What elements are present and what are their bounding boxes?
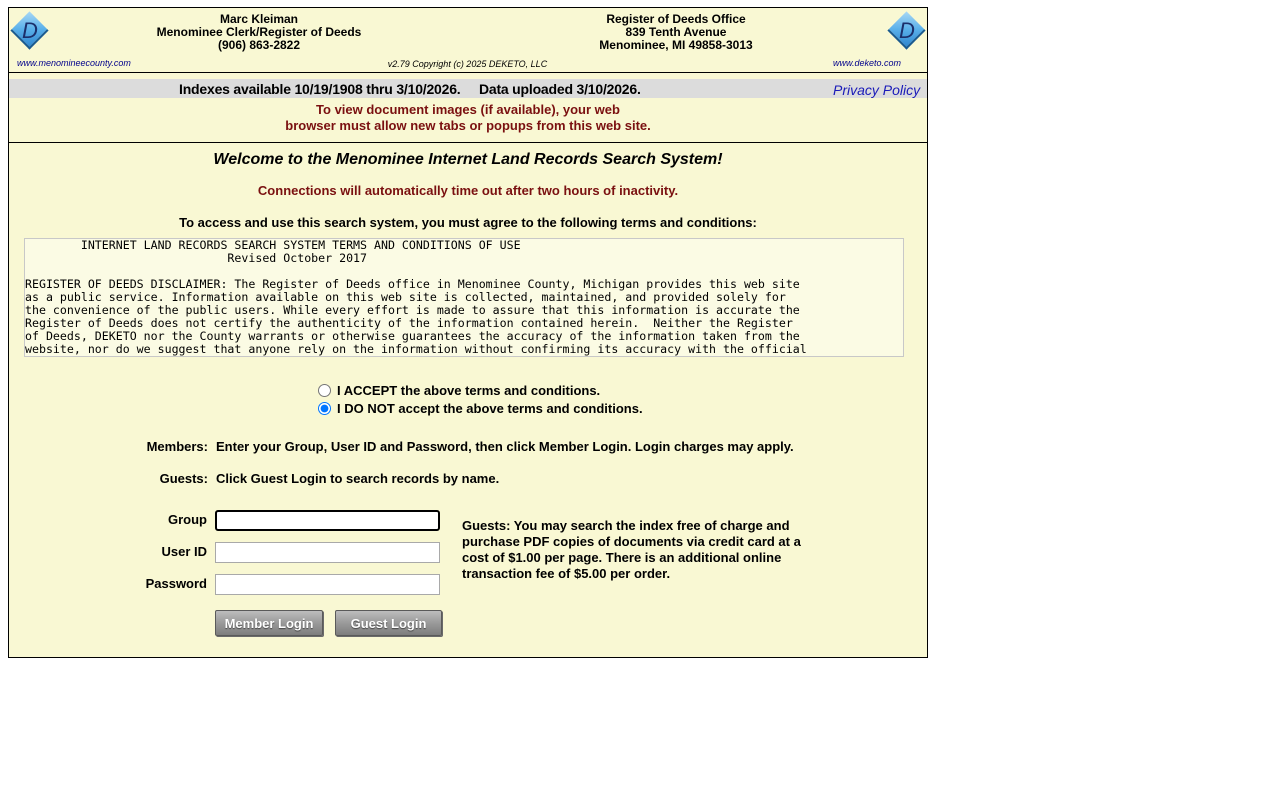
members-label: Members:	[146, 439, 208, 454]
members-instructions: Enter your Group, User ID and Password, then click Member Login. Login charges may apply.	[216, 439, 794, 454]
office-city: Menominee, MI 49858-3013	[599, 38, 753, 52]
indexes-available-text: Indexes available 10/19/1908 thru 3/10/2026. Data uploaded 3/10/2026.	[179, 81, 641, 97]
password-label: Password	[145, 576, 207, 591]
page-frame	[8, 7, 928, 658]
terms-intro: To access and use this search system, you must agree to the following terms and conditions:	[179, 215, 757, 230]
clerk-name: Marc Kleiman	[219, 12, 299, 26]
deketo-logo-right	[887, 11, 927, 51]
clerk-info	[149, 13, 369, 52]
welcome-heading: Welcome to the Menominee Internet Land Records Search System!	[213, 151, 723, 168]
guests-instructions: Click Guest Login to search records by name.	[216, 471, 500, 486]
member-login-button[interactable]: Member Login	[215, 610, 323, 636]
user-id-label: User ID	[161, 544, 207, 559]
status-bar	[9, 79, 927, 98]
timeout-notice: Connections will automatically time out after two hours of inactivity.	[257, 183, 679, 198]
logo-letter: D	[22, 18, 38, 43]
clerk-title: Menominee Clerk/Register of Deeds	[156, 25, 362, 39]
guest-pricing-note: Guests: You may search the index free of charge and purchase PDF copies of documents via credit card at a cost of $1.00 per page. There is an additional online transaction fee of $5.00 per order.	[462, 518, 801, 581]
user-id-input[interactable]	[215, 542, 440, 563]
deketo-logo-left	[10, 11, 50, 51]
divider	[9, 142, 927, 143]
popup-notice	[9, 102, 927, 134]
decline-terms-option[interactable]	[318, 401, 643, 416]
terms-textarea[interactable]	[24, 238, 904, 357]
decline-label: I DO NOT accept the above terms and conditions.	[337, 401, 643, 416]
popup-notice-line2: browser must allow new tabs or popups from this web site.	[285, 118, 651, 133]
group-label: Group	[168, 512, 207, 527]
guests-label: Guests:	[159, 471, 208, 486]
password-input[interactable]	[215, 574, 440, 595]
office-name: Register of Deeds Office	[606, 12, 746, 26]
accept-radio[interactable]	[318, 384, 331, 397]
decline-radio[interactable]	[318, 402, 331, 415]
guest-login-button[interactable]: Guest Login	[335, 610, 442, 636]
privacy-policy-link[interactable]: Privacy Policy	[833, 82, 921, 98]
accept-label: I ACCEPT the above terms and conditions.	[337, 383, 601, 398]
clerk-phone: (906) 863-2822	[217, 38, 301, 52]
office-street: 839 Tenth Avenue	[625, 25, 727, 39]
office-address	[576, 13, 776, 52]
deketo-website-link[interactable]: www.deketo.com	[833, 58, 902, 68]
logo-letter: D	[899, 18, 915, 43]
popup-notice-line1: To view document images (if available), your web	[316, 102, 620, 117]
header	[9, 8, 927, 73]
group-input[interactable]	[215, 510, 440, 531]
accept-terms-option[interactable]	[318, 383, 600, 398]
copyright-text: v2.79 Copyright (c) 2025 DEKETO, LLC	[387, 59, 548, 69]
county-website-link[interactable]: www.menomineecounty.com	[17, 58, 131, 68]
